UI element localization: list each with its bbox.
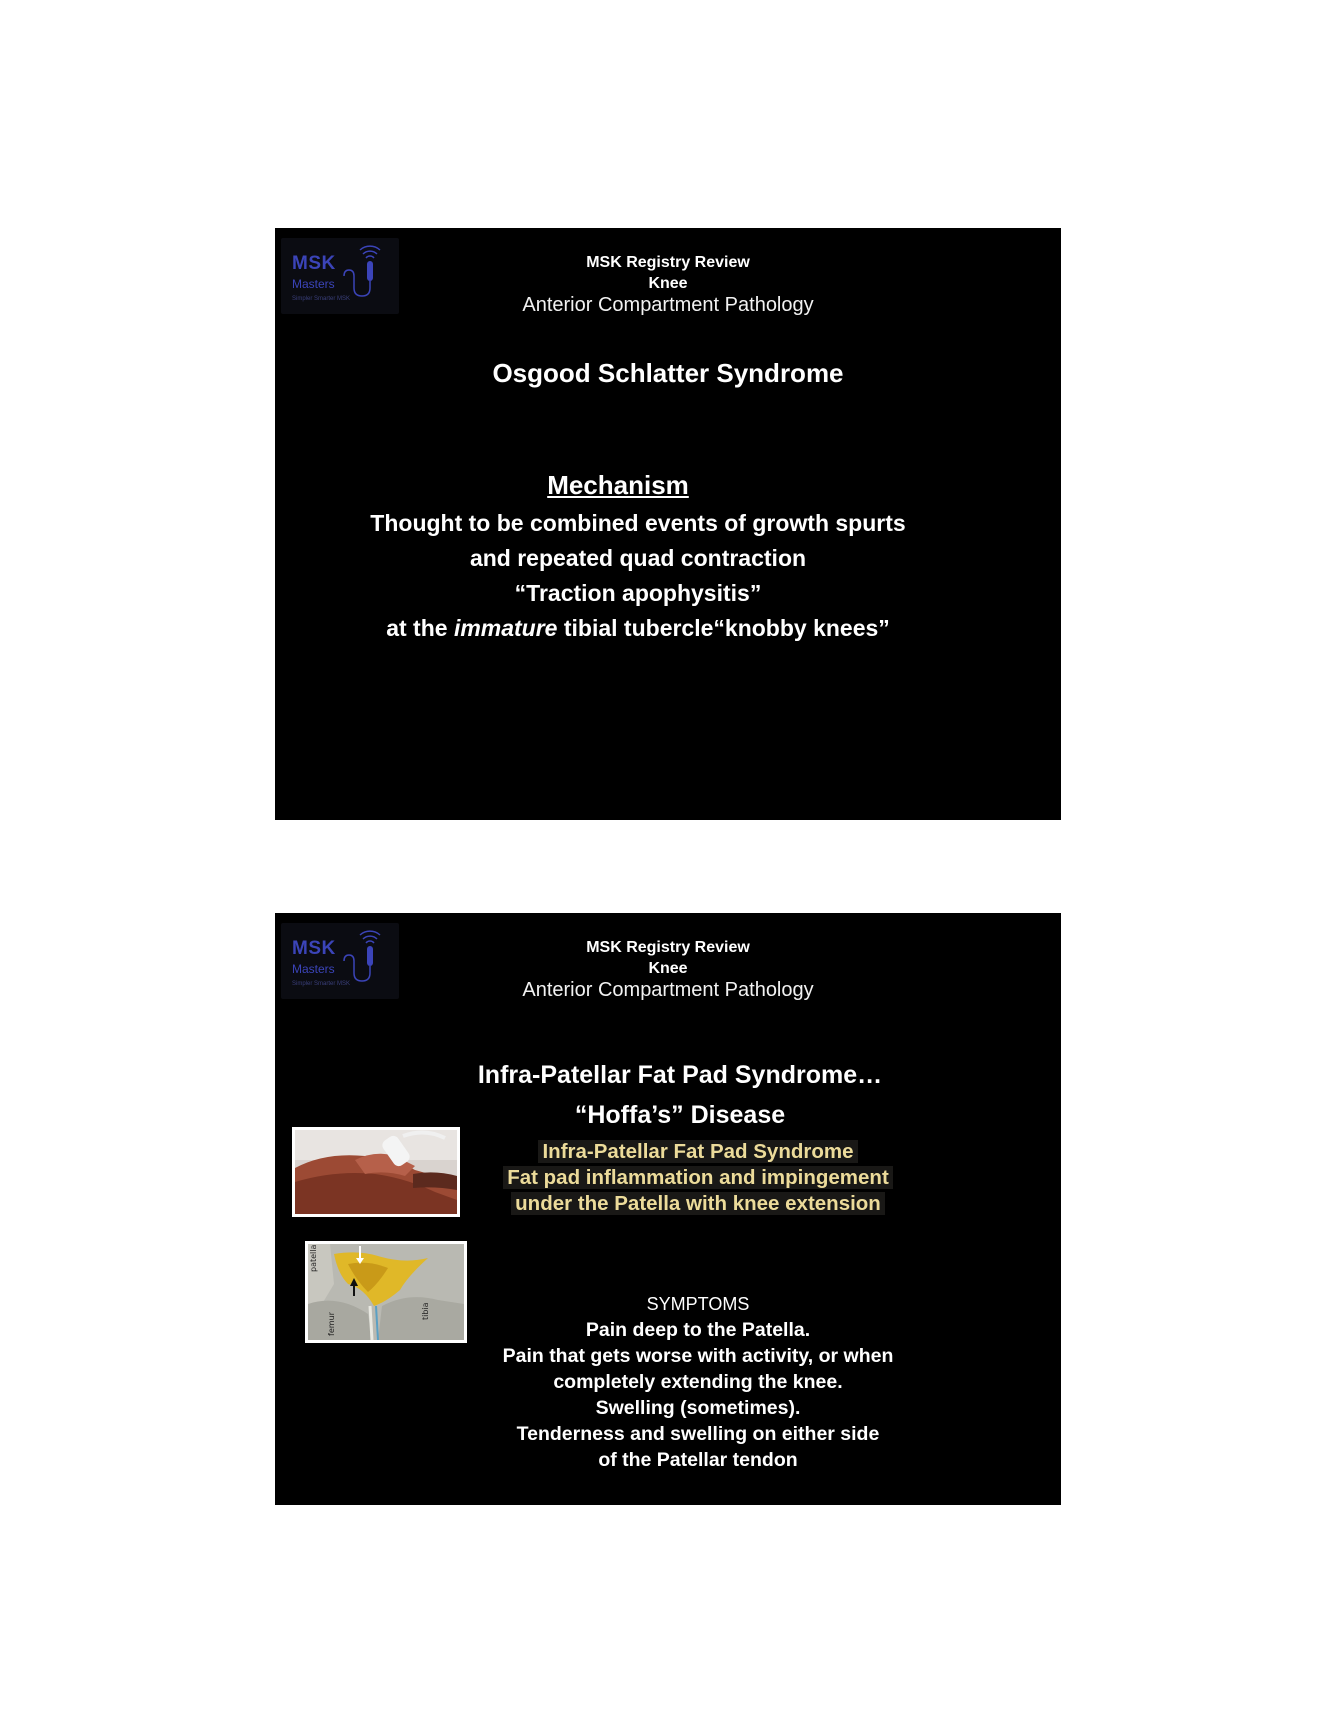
slide-hoffas-disease — [275, 913, 1061, 1505]
title-line: “Hoffa’s” Disease — [574, 1101, 786, 1129]
symptom-line: Tenderness and swelling on either side — [516, 1423, 880, 1445]
label-tibia: tibia — [421, 1302, 430, 1320]
logo-text-msk: MSK — [292, 938, 336, 959]
logo-tagline: Simpler Smarter MSK — [292, 296, 351, 302]
symptom-line: of the Patellar tendon — [598, 1449, 798, 1471]
body-text: tibial tubercle“knobby knees” — [557, 615, 890, 641]
body-emphasis: immature — [453, 615, 558, 641]
symptom-line: Swelling (sometimes). — [595, 1397, 801, 1419]
symptom-line: Pain deep to the Patella. — [585, 1319, 811, 1341]
body-line: “Traction apophysitis” — [514, 580, 762, 606]
title-line: Infra-Patellar Fat Pad Syndrome… — [477, 1061, 883, 1089]
section-heading: Mechanism — [547, 470, 689, 500]
logo-text-msk: MSK — [292, 253, 336, 274]
header-topic: Knee — [648, 960, 688, 977]
symptoms-section — [305, 1291, 1091, 1473]
body-text: at the — [386, 615, 454, 641]
header-course: MSK Registry Review — [586, 939, 750, 956]
logo-text-masters: Masters — [292, 277, 335, 291]
logo-text-masters: Masters — [292, 962, 335, 976]
symptom-line: Pain that gets worse with activity, or when — [502, 1345, 894, 1367]
slide-osgood-schlatter — [275, 228, 1061, 820]
body-line: Thought to be combined events of growth spurts — [370, 510, 906, 536]
highlight-line — [305, 1165, 1091, 1191]
header-topic: Knee — [648, 275, 688, 292]
mechanism-body — [245, 506, 1031, 646]
symptom-line: completely extending the knee. — [553, 1371, 843, 1393]
header-course: MSK Registry Review — [586, 254, 750, 271]
body-line: and repeated quad contraction — [469, 545, 807, 571]
label-femur: femur — [327, 1312, 336, 1336]
highlight-line — [305, 1139, 1091, 1165]
slide-title — [287, 1055, 1073, 1135]
highlight-line — [305, 1191, 1091, 1217]
definition-highlight — [305, 1139, 1091, 1217]
logo-tagline: Simpler Smarter MSK — [292, 981, 351, 987]
body-line — [245, 611, 1031, 646]
header-section: Anterior Compartment Pathology — [522, 294, 814, 316]
header-section: Anterior Compartment Pathology — [522, 979, 814, 1001]
label-patella: patella — [309, 1244, 318, 1272]
slide-title: Osgood Schlatter Syndrome — [492, 358, 844, 388]
highlight-text: under the Patella with knee extension — [511, 1192, 885, 1215]
symptoms-heading: SYMPTOMS — [646, 1294, 750, 1314]
highlight-text: Fat pad inflammation and impingement — [503, 1166, 893, 1189]
highlight-text: Infra-Patellar Fat Pad Syndrome — [538, 1140, 857, 1163]
